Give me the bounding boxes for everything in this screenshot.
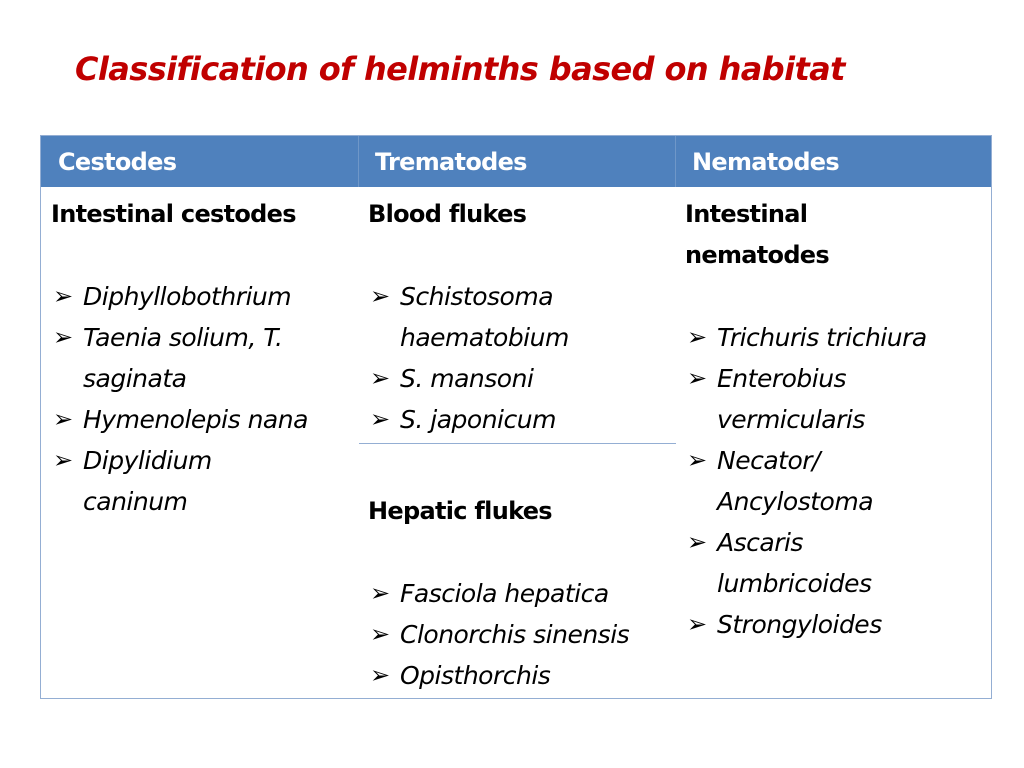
list-item	[685, 440, 927, 522]
cestodes-list	[51, 276, 308, 522]
list-item	[368, 655, 629, 696]
header-divider	[675, 136, 676, 187]
item-line: Enterobius	[717, 364, 847, 393]
item-line: haematobium	[400, 323, 569, 352]
nematodes-list	[685, 317, 927, 645]
list-item	[368, 614, 629, 655]
item-line: Strongyloides	[717, 610, 882, 639]
list-item	[685, 522, 927, 604]
arrow-bullet-icon: ➢	[687, 610, 707, 638]
header-cestodes: Cestodes	[58, 148, 177, 176]
arrow-bullet-icon: ➢	[370, 579, 390, 607]
arrow-bullet-icon: ➢	[53, 446, 73, 474]
hepatic-flukes-list	[368, 573, 629, 696]
item-line: Ancylostoma	[717, 487, 874, 516]
helminth-classification-table	[40, 135, 992, 699]
item-line: lumbricoides	[717, 569, 872, 598]
item-line: saginata	[83, 364, 187, 393]
item-line: Taenia solium, T.	[83, 323, 283, 352]
trematodes-hepatic-cell	[368, 491, 629, 696]
hepatic-flukes-subheading: Hepatic flukes	[368, 497, 552, 525]
slide-title: Classification of helminths based on habitat	[75, 50, 845, 88]
cestodes-column	[51, 194, 308, 522]
trematodes-divider	[359, 443, 676, 444]
arrow-bullet-icon: ➢	[687, 528, 707, 556]
item-line: caninum	[83, 487, 188, 516]
arrow-bullet-icon: ➢	[370, 661, 390, 689]
item-line: Trichuris trichiura	[717, 323, 927, 352]
item-line: Dipylidium	[83, 446, 212, 475]
nematodes-subheading	[685, 194, 927, 276]
arrow-bullet-icon: ➢	[370, 405, 390, 433]
item-line: Ascaris	[717, 528, 803, 557]
arrow-bullet-icon: ➢	[370, 364, 390, 392]
arrow-bullet-icon: ➢	[53, 282, 73, 310]
header-nematodes: Nematodes	[692, 148, 839, 176]
item-line: vermicularis	[717, 405, 865, 434]
list-item	[368, 399, 569, 440]
arrow-bullet-icon: ➢	[53, 323, 73, 351]
list-item	[368, 573, 629, 614]
arrow-bullet-icon: ➢	[687, 446, 707, 474]
arrow-bullet-icon: ➢	[53, 405, 73, 433]
list-item	[51, 276, 308, 317]
arrow-bullet-icon: ➢	[370, 282, 390, 310]
blood-flukes-subheading: Blood flukes	[368, 200, 527, 228]
table-header-row	[41, 136, 991, 187]
item-line: Diphyllobothrium	[83, 282, 292, 311]
item-line: Fasciola hepatica	[400, 579, 609, 608]
arrow-bullet-icon: ➢	[370, 620, 390, 648]
blood-flukes-list	[368, 276, 569, 440]
item-line: Hymenolepis nana	[83, 405, 308, 434]
item-line: Schistosoma	[400, 282, 554, 311]
list-item	[685, 317, 927, 358]
list-item	[368, 276, 569, 358]
item-line: Opisthorchis	[400, 661, 551, 690]
arrow-bullet-icon: ➢	[687, 364, 707, 392]
list-item	[51, 399, 308, 440]
item-line: S. mansoni	[400, 364, 534, 393]
list-item	[685, 358, 927, 440]
trematodes-blood-cell	[368, 194, 569, 440]
header-trematodes: Trematodes	[375, 148, 527, 176]
list-item	[51, 317, 308, 399]
cestodes-subheading: Intestinal cestodes	[51, 200, 296, 228]
list-item	[685, 604, 927, 645]
arrow-bullet-icon: ➢	[687, 323, 707, 351]
header-divider	[358, 136, 359, 187]
subheading-line: Intestinal	[685, 200, 808, 228]
list-item	[51, 440, 308, 522]
subheading-line: nematodes	[685, 241, 829, 269]
item-line: Clonorchis sinensis	[400, 620, 630, 649]
nematodes-column	[685, 194, 927, 645]
item-line: Necator/	[717, 446, 820, 475]
list-item	[368, 358, 569, 399]
item-line: S. japonicum	[400, 405, 556, 434]
